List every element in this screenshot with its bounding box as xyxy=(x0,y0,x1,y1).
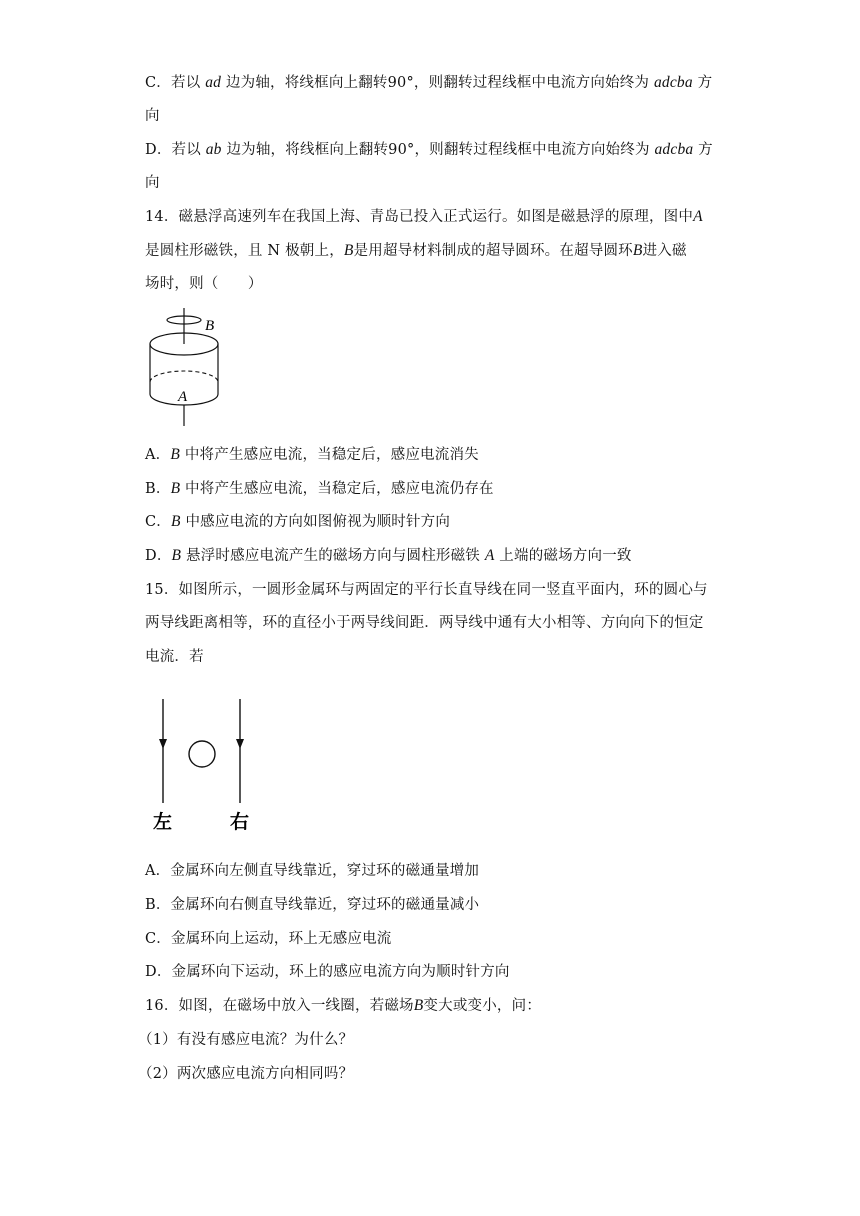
var-b: B xyxy=(170,446,181,463)
q16-sub1: （1）有没有感应电流？为什么？ xyxy=(138,1032,354,1048)
var-b: B xyxy=(632,242,643,259)
option-text: 上端的磁场方向一致 xyxy=(494,548,632,564)
q14-stem-line2 xyxy=(145,241,720,261)
stem-text: 14．磁悬浮高速列车在我国上海、青岛已投入正式运行。如图是磁悬浮的原理，图中 xyxy=(145,209,694,225)
ring-label: B xyxy=(205,318,215,334)
current-direction: adcba xyxy=(653,74,693,91)
q13-option-d-wrap: 向 xyxy=(145,175,160,191)
q15-stem-line1: 15．如图所示，一圆形金属环与两固定的平行长直导线在同一竖直平面内，环的圆心与 xyxy=(145,582,708,598)
var-a: A xyxy=(693,208,703,225)
option-text: 边为轴，将线框向上翻转90°，则翻转过程线框中电流方向始终为 xyxy=(221,75,654,91)
q15-stem-line3: 电流．若 xyxy=(145,649,204,665)
magnet-label: A xyxy=(178,389,188,405)
option-label: C． xyxy=(145,514,171,530)
q15-option-a: A．金属环向左侧直导线靠近，穿过环的磁通量增加 xyxy=(145,863,480,879)
var-b: B xyxy=(170,480,181,497)
option-label: C．若以 xyxy=(145,75,206,91)
q15-option-c: C．金属环向上运动，环上无感应电流 xyxy=(145,931,392,947)
maglev-figure xyxy=(142,306,232,428)
option-label: D．若以 xyxy=(145,142,206,158)
q13-option-c-wrap: 向 xyxy=(145,108,160,124)
q14-option-d xyxy=(145,546,720,566)
var-b: B xyxy=(171,513,181,530)
q14-option-a xyxy=(145,445,720,465)
option-label: A． xyxy=(145,447,171,463)
right-arrow-icon xyxy=(236,739,244,749)
magnet-hidden-edge xyxy=(150,371,218,382)
q16-sub2: （2）两次感应电流方向相同吗？ xyxy=(138,1066,354,1082)
option-text: 中感应电流的方向如图俯视为顺时针方向 xyxy=(180,514,451,530)
q15-option-b: B．金属环向右侧直导线靠近，穿过环的磁通量减小 xyxy=(145,897,480,913)
stem-text: 是圆柱形磁铁，且 N 极朝上， xyxy=(145,243,344,259)
right-label: 右 xyxy=(230,811,250,833)
current-direction: adcba xyxy=(654,141,694,158)
option-text: 悬浮时感应电流产生的磁场方向与圆柱形磁铁 xyxy=(181,548,485,564)
q13-option-d xyxy=(145,140,720,160)
var-b: B xyxy=(171,547,182,564)
wires-ring-figure xyxy=(150,695,265,835)
option-label: B． xyxy=(145,481,171,497)
option-label: D． xyxy=(145,548,172,564)
left-label: 左 xyxy=(153,811,173,833)
option-text: 边为轴，将线框向上翻转90°，则翻转过程线框中电流方向始终为 xyxy=(221,142,655,158)
option-text-end: 方 xyxy=(692,75,713,91)
q13-option-c xyxy=(145,73,720,93)
option-text: 中将产生感应电流，当稳定后，感应电流仍存在 xyxy=(180,481,494,497)
stem-text: 是用超导材料制成的超导圆环。在超导圆环 xyxy=(353,243,633,259)
var-b: B xyxy=(413,997,424,1014)
left-arrow-icon xyxy=(159,739,167,749)
q14-option-c xyxy=(145,512,720,532)
stem-text: 16．如图，在磁场中放入一线圈，若磁场 xyxy=(145,998,414,1014)
stem-text: 进入磁 xyxy=(642,243,687,259)
q16-stem xyxy=(145,996,720,1016)
stem-text: 变大或变小，问： xyxy=(423,998,542,1014)
option-text: 中将产生感应电流，当稳定后，感应电流消失 xyxy=(180,447,479,463)
q15-option-d: D．金属环向下运动，环上的感应电流方向为顺时针方向 xyxy=(145,964,510,980)
q14-stem-line3: 场时，则（ ） xyxy=(145,276,263,292)
metal-ring xyxy=(189,741,215,767)
var-a: A xyxy=(484,547,495,564)
option-text-end: 方 xyxy=(693,142,713,158)
q14-stem-line1 xyxy=(145,207,720,227)
axis-name: ad xyxy=(205,74,222,91)
var-b: B xyxy=(343,242,354,259)
axis-name: ab xyxy=(205,141,222,158)
q15-stem-line2: 两导线距离相等，环的直径小于两导线间距．两导线中通有大小相等、方向向下的恒定 xyxy=(145,615,704,631)
q14-option-b xyxy=(145,479,720,499)
